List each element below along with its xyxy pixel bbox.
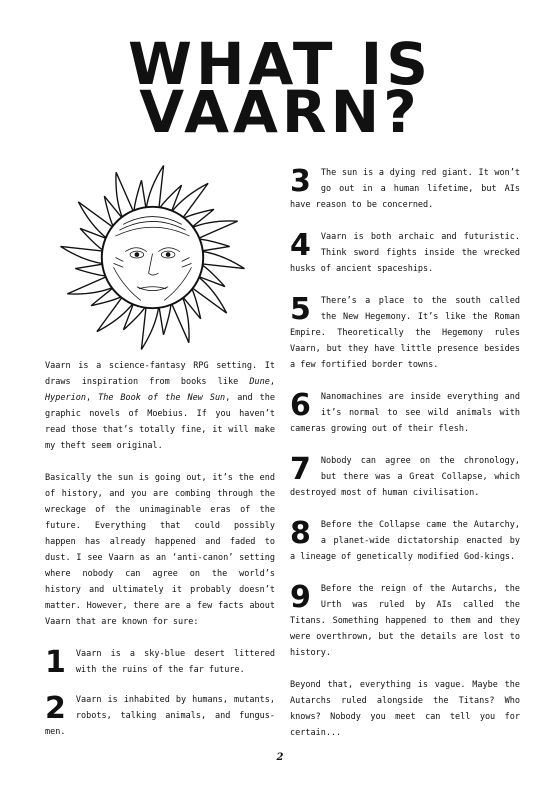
page-number: 2 [276, 752, 284, 763]
sun-ray [61, 246, 105, 263]
intro-text: , [85, 393, 99, 403]
fact-number: 2 [45, 691, 66, 726]
intro-paragraph-2: Basically the sun is going out, it’s the end of history, and you are combing through the wreckage of the unimaginable eras of the future. Everything that could possibly happen has already happened and faded to dust. I see Vaarn as an ‘anti-canon’ setting where nobody can agree on the world’s history and ultimately it probably doesn’t matter. However, there are a few facts about Vaarn that are known for sure: [45, 473, 275, 627]
fact-text: Nanomachines are inside everything and it’s normal to see wild animals with cameras growing out of their flesh. [290, 392, 520, 434]
fact-text: Vaarn is inhabited by humans, mutants, robots, talking animals, and fungus-men. [45, 695, 275, 737]
fact-text: Nobody can agree on the chronology, but there was a Great Collapse, which destroyed most of human civilisation. [290, 456, 520, 498]
closing-paragraph: Beyond that, everything is vague. Maybe the Autarchs ruled alongside the Titans? Who knows? Nobody you meet can tell you for certain... [290, 680, 520, 738]
sun-ray [201, 251, 245, 268]
fact-number: 6 [290, 388, 311, 423]
fact-text: Vaarn is both archaic and futuristic. Think sword fights inside the wrecked husks of ancient spaceships. [290, 232, 520, 274]
page-title [90, 30, 470, 146]
fact-number: 1 [45, 645, 66, 680]
book-title-hyperion: Hyperion [45, 393, 86, 403]
fact-item [290, 229, 520, 277]
sun-illustration [55, 160, 250, 355]
sun-ray [141, 306, 158, 350]
fact-number: 9 [290, 580, 311, 615]
title-line-1: WHAT IS [127, 30, 432, 98]
fact-item [45, 646, 275, 678]
fact-text: The sun is a dying red giant. It won’t go out in a human lifetime, but AIs have reason to be concerned. [290, 168, 520, 210]
title-line-2: VAARN? [139, 78, 421, 146]
book-title-dune: Dune [249, 377, 270, 387]
sun-ray [146, 166, 163, 210]
intro-text: Vaarn is a science-fantasy RPG setting. It draws inspiration from books like [45, 361, 275, 387]
fact-item [290, 517, 520, 565]
fact-number: 3 [290, 164, 311, 199]
book-title-new-sun: The Book of the New Sun [98, 393, 226, 403]
fact-text: Vaarn is a sky-blue desert littered with the ruins of the far future. [75, 649, 275, 675]
fact-text: Before the reign of the Autarchs, the Urth was ruled by AIs called the Titans. Something happened to them and they were overthrown, but the details are lost to history. [290, 584, 520, 658]
fact-number: 8 [290, 516, 311, 551]
fact-text: There’s a place to the south called the New Hegemony. It’s like the Roman Empire. Theoretically the Hegemony rules Vaarn, but they have little presence besides a few fortified border towns. [290, 296, 520, 370]
fact-item [290, 389, 520, 437]
right-column [290, 165, 520, 757]
fact-text: Before the Collapse came the Autarchy, a planet-wide dictatorship enacted by a lineage of genetically modified God-kings. [290, 520, 520, 562]
fact-item [290, 581, 520, 661]
intro-paragraph-1 [45, 358, 275, 454]
intro-text: , and the graphic novels of Moebius. If you haven’t read those that’s totally fine, it will make my theft seem original. [45, 393, 276, 451]
fact-number: 4 [290, 228, 311, 263]
fact-number: 5 [290, 292, 311, 327]
intro-text: , [269, 377, 275, 387]
fact-item [45, 692, 275, 740]
fact-item [290, 165, 520, 213]
fact-item [290, 453, 520, 501]
fact-item [290, 293, 520, 373]
left-column [45, 358, 275, 754]
fact-number: 7 [290, 452, 311, 487]
